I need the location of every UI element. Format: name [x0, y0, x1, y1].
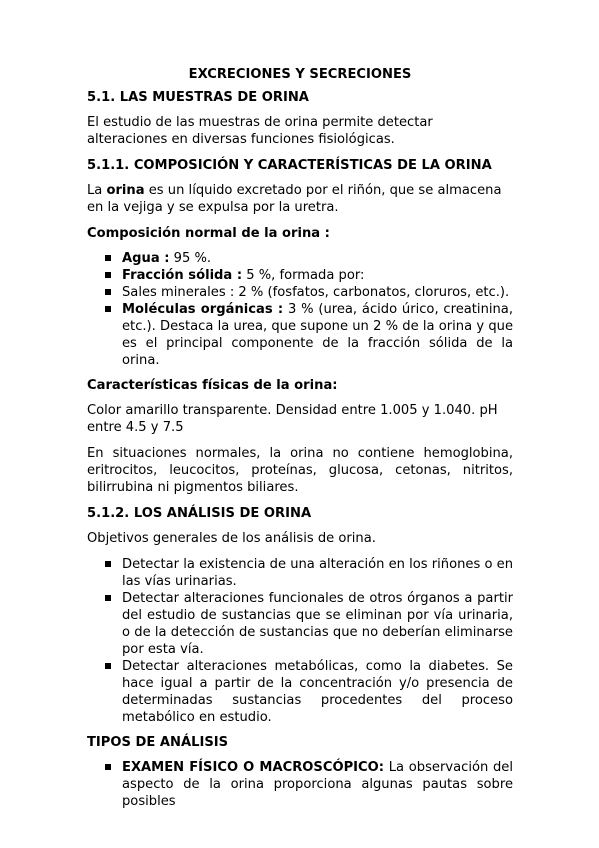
- tipos-list: [87, 759, 513, 810]
- section-5-1-2-heading: 5.1.2. LOS ANÁLISIS DE ORINA: [87, 506, 312, 521]
- section-5-1-heading: 5.1. LAS MUESTRAS DE ORINA: [87, 90, 309, 105]
- intro-pre-text: La: [87, 183, 107, 198]
- list-item-text: 5 %, formada por:: [242, 268, 365, 283]
- list-item: [122, 267, 513, 284]
- tipos-heading: TIPOS DE ANÁLISIS: [87, 735, 229, 750]
- intro-bold-term: orina: [106, 183, 145, 198]
- list-item: Detectar alteraciones funcionales de otros órganos a partir del estudio de sustancias que se eliminan por vía urinaria, o de la detección de sustancias que no deberían eliminarse por esta vía.: [122, 591, 513, 657]
- section-5-1-intro: El estudio de las muestras de orina permite detectar alteraciones en diversas funciones fisiológicas.: [87, 115, 433, 147]
- objectives-list: [87, 556, 513, 726]
- composition-heading: Composición normal de la orina :: [87, 226, 330, 241]
- list-item-text: 95 %.: [169, 251, 212, 266]
- normal-conditions-text: En situaciones normales, la orina no contiene hemoglobina, eritrocitos, leucocitos, proteínas, glucosa, cetonas, nitritos, bilirrubina ni pigmentos biliares.: [87, 446, 513, 495]
- section-5-1-1-heading: 5.1.1. COMPOSICIÓN Y CARACTERÍSTICAS DE LA ORINA: [87, 158, 492, 173]
- list-item: [122, 759, 513, 810]
- list-item: [122, 250, 513, 267]
- section-5-1-1-intro: [87, 182, 513, 216]
- physical-text: Color amarillo transparente. Densidad entre 1.005 y 1.040. pH entre 4.5 y 7.5: [87, 403, 498, 435]
- section-5-1-2-intro: Objetivos generales de los análisis de orina.: [87, 531, 376, 546]
- list-item: [122, 301, 513, 369]
- document-title: EXCRECIONES Y SECRECIONES: [188, 67, 412, 82]
- list-item-text: 3 % (urea, ácido úrico, creatinina, etc.). Destaca la urea, que supone un 2 % de la orina y que es el principal componente de la fracción sólida de la orina.: [122, 302, 513, 368]
- list-item-label: Fracción sólida :: [122, 268, 243, 283]
- list-item-label: Agua :: [122, 251, 170, 266]
- list-item-label: Moléculas orgánicas :: [122, 302, 284, 317]
- list-item-text: La observación del aspecto de la orina proporciona algunas pautas sobre posibles: [122, 760, 513, 809]
- list-item-text: Sales minerales : 2 % (fosfatos, carbonatos, cloruros, etc.).: [122, 285, 510, 300]
- list-item: [122, 284, 513, 301]
- physical-heading: Características físicas de la orina:: [87, 378, 338, 393]
- list-item-label: EXAMEN FÍSICO O MACROSCÓPICO:: [122, 760, 385, 775]
- composition-list: [87, 250, 513, 369]
- list-item: Detectar alteraciones metabólicas, como la diabetes. Se hace igual a partir de la concentración y/o presencia de determinadas sustancias procedentes del proceso metabólico en estudio.: [122, 659, 513, 725]
- list-item: Detectar la existencia de una alteración en los riñones o en las vías urinarias.: [122, 557, 513, 589]
- intro-post-text: es un líquido excretado por el riñón, que se almacena en la vejiga y se expulsa por la uretra.: [87, 183, 502, 215]
